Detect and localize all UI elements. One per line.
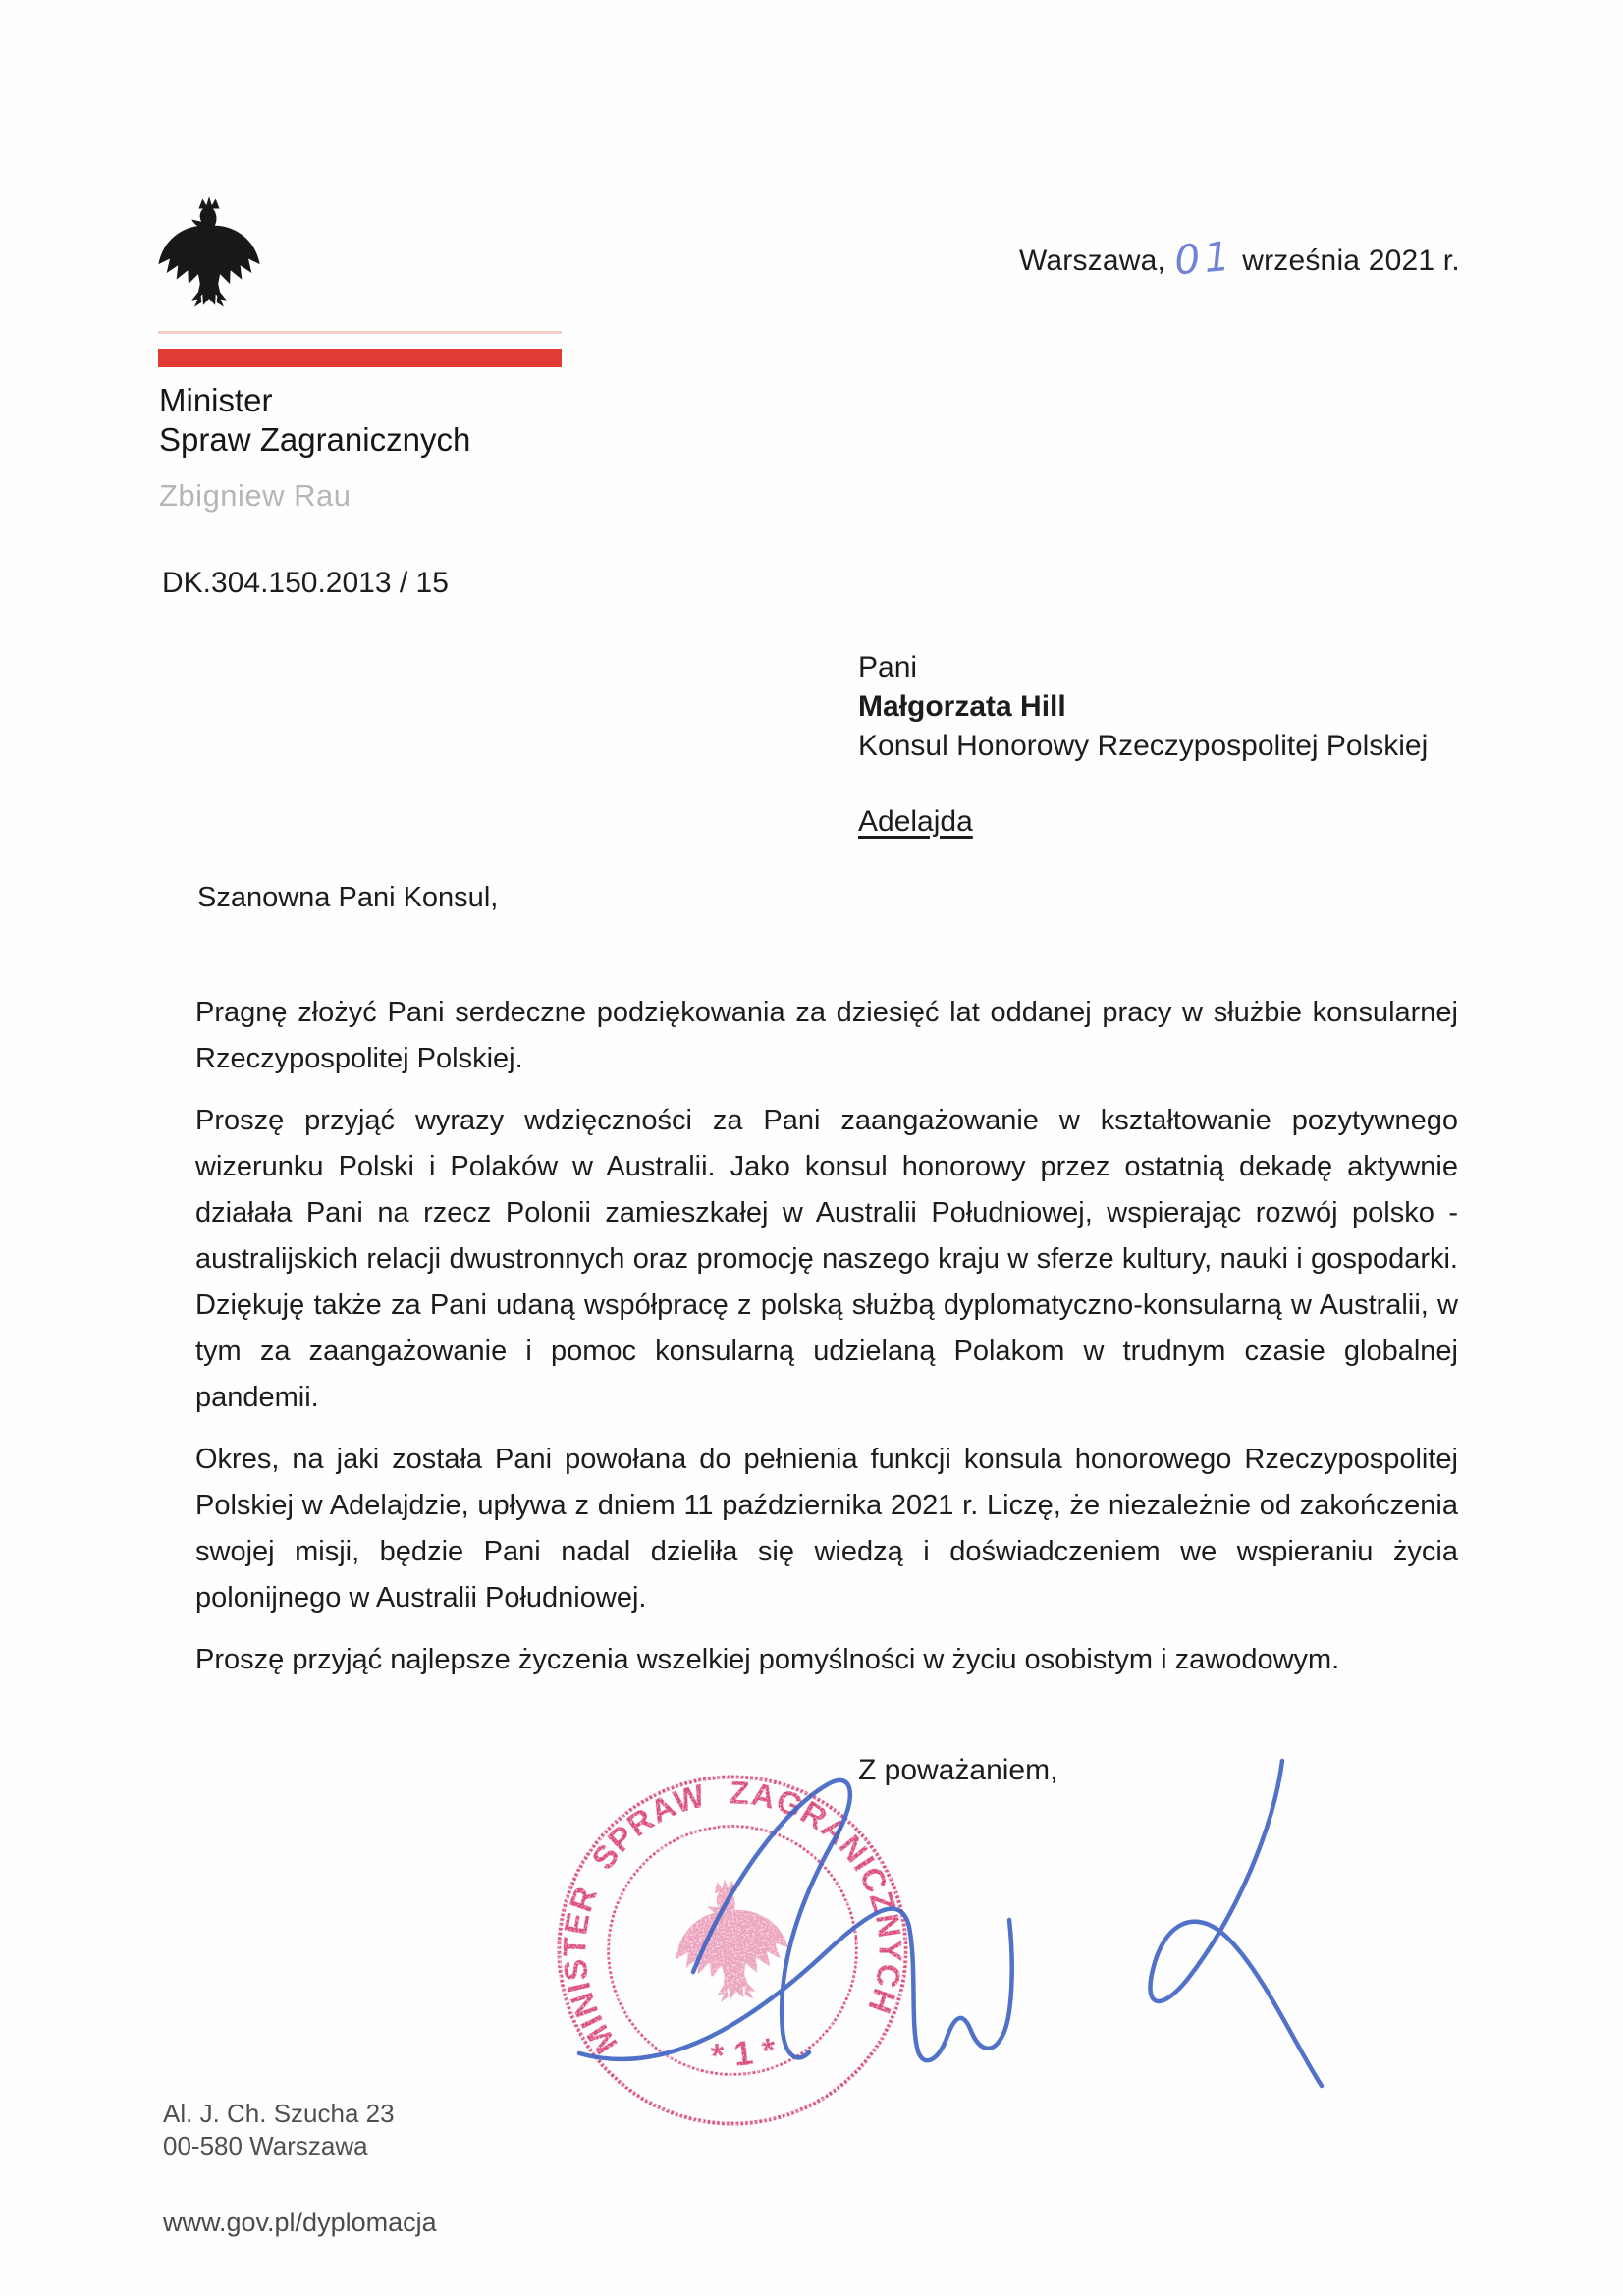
stamp-bottom-text: * 1 * xyxy=(709,2032,778,2077)
paragraph-4: Proszę przyjąć najlepsze życzenia wszelkiej pomyślności w życiu osobistym i zawodowym. xyxy=(195,1644,1340,1675)
office-line1: Minister xyxy=(159,382,273,418)
handwritten-day-icon: 01 xyxy=(1172,232,1236,285)
letter-body xyxy=(195,875,1458,1699)
footer-street: Al. J. Ch. Szucha 23 xyxy=(163,2099,395,2128)
paragraph-3: Okres, na jaki została Pani powołana do pełnienia funkcji konsula honorowego Rzeczypospolitej Polskiej w Adelajdzie, upływa z dniem 11 października 2021 r. Liczę, że niezależnie od zakończenia swojej misji, będzie Pani nadal dzieliła się wiedzą i doświadczeniem we wspieraniu życia polonijnego w Australii Południowej. xyxy=(195,1444,1458,1613)
greeting: Szanowna Pani Konsul, xyxy=(197,882,499,913)
letterhead-red-bar xyxy=(158,349,562,367)
footer-website: www.gov.pl/dyplomacja xyxy=(163,2208,437,2237)
polish-eagle-emblem-icon xyxy=(155,195,263,311)
recipient-title: Konsul Honorowy Rzeczypospolitej Polskiej xyxy=(858,730,1429,762)
reference-number: DK.304.150.2013 / 15 xyxy=(162,567,449,599)
recipient-city: Adelajda xyxy=(858,805,973,838)
footer-postal-city: 00-580 Warszawa xyxy=(163,2131,368,2160)
paragraph-2: Proszę przyjąć wyrazy wdzięczności za Pani zaangażowanie w kształtowanie pozytywnego wizerunku Polski i Polaków w Australii. Jako konsul honorowy przez ostatnią dekadę aktywnie działała Pani na rzecz Polonii zamieszkałej w Australii Południowej, wspierając rozwój polsko -australijskich relacji dwustronnych oraz promocję naszego kraju w sferze kultury, nauki i gospodarki. Dziękuję także za Pani udaną współpracę z polską służbą dyplomatyczno-konsularną w Australii, w tym za zaangażowanie i pomoc konsularną udzielaną Polakom w trudnym czasie globalnej pandemii. xyxy=(195,1105,1458,1413)
footer-address xyxy=(163,2098,395,2162)
office-line2: Spraw Zagranicznych xyxy=(159,421,471,458)
sender-office xyxy=(159,381,470,460)
date-line xyxy=(1019,232,1460,285)
minister-name-watermark: Zbigniew Rau xyxy=(159,478,352,513)
recipient-name: Małgorzata Hill xyxy=(858,690,1066,723)
letterhead-thin-rule xyxy=(158,331,562,334)
recipient-salutation: Pani xyxy=(858,651,918,683)
date-rest: września 2021 r. xyxy=(1242,245,1460,277)
paragraph-1: Pragnę złożyć Pani serdeczne podziękowania za dziesięć lat oddanej pracy w służbie konsularnej Rzeczypospolitej Polskiej. xyxy=(195,997,1458,1074)
stamp-ring-text: MINISTER SPRAW ZAGRANICZNYCH xyxy=(556,1774,909,2061)
closing-salutation: Z poważaniem, xyxy=(858,1754,1058,1786)
date-city: Warszawa, xyxy=(1019,245,1166,277)
recipient-block xyxy=(858,648,1428,766)
signature-ink-icon xyxy=(530,1738,1355,2111)
